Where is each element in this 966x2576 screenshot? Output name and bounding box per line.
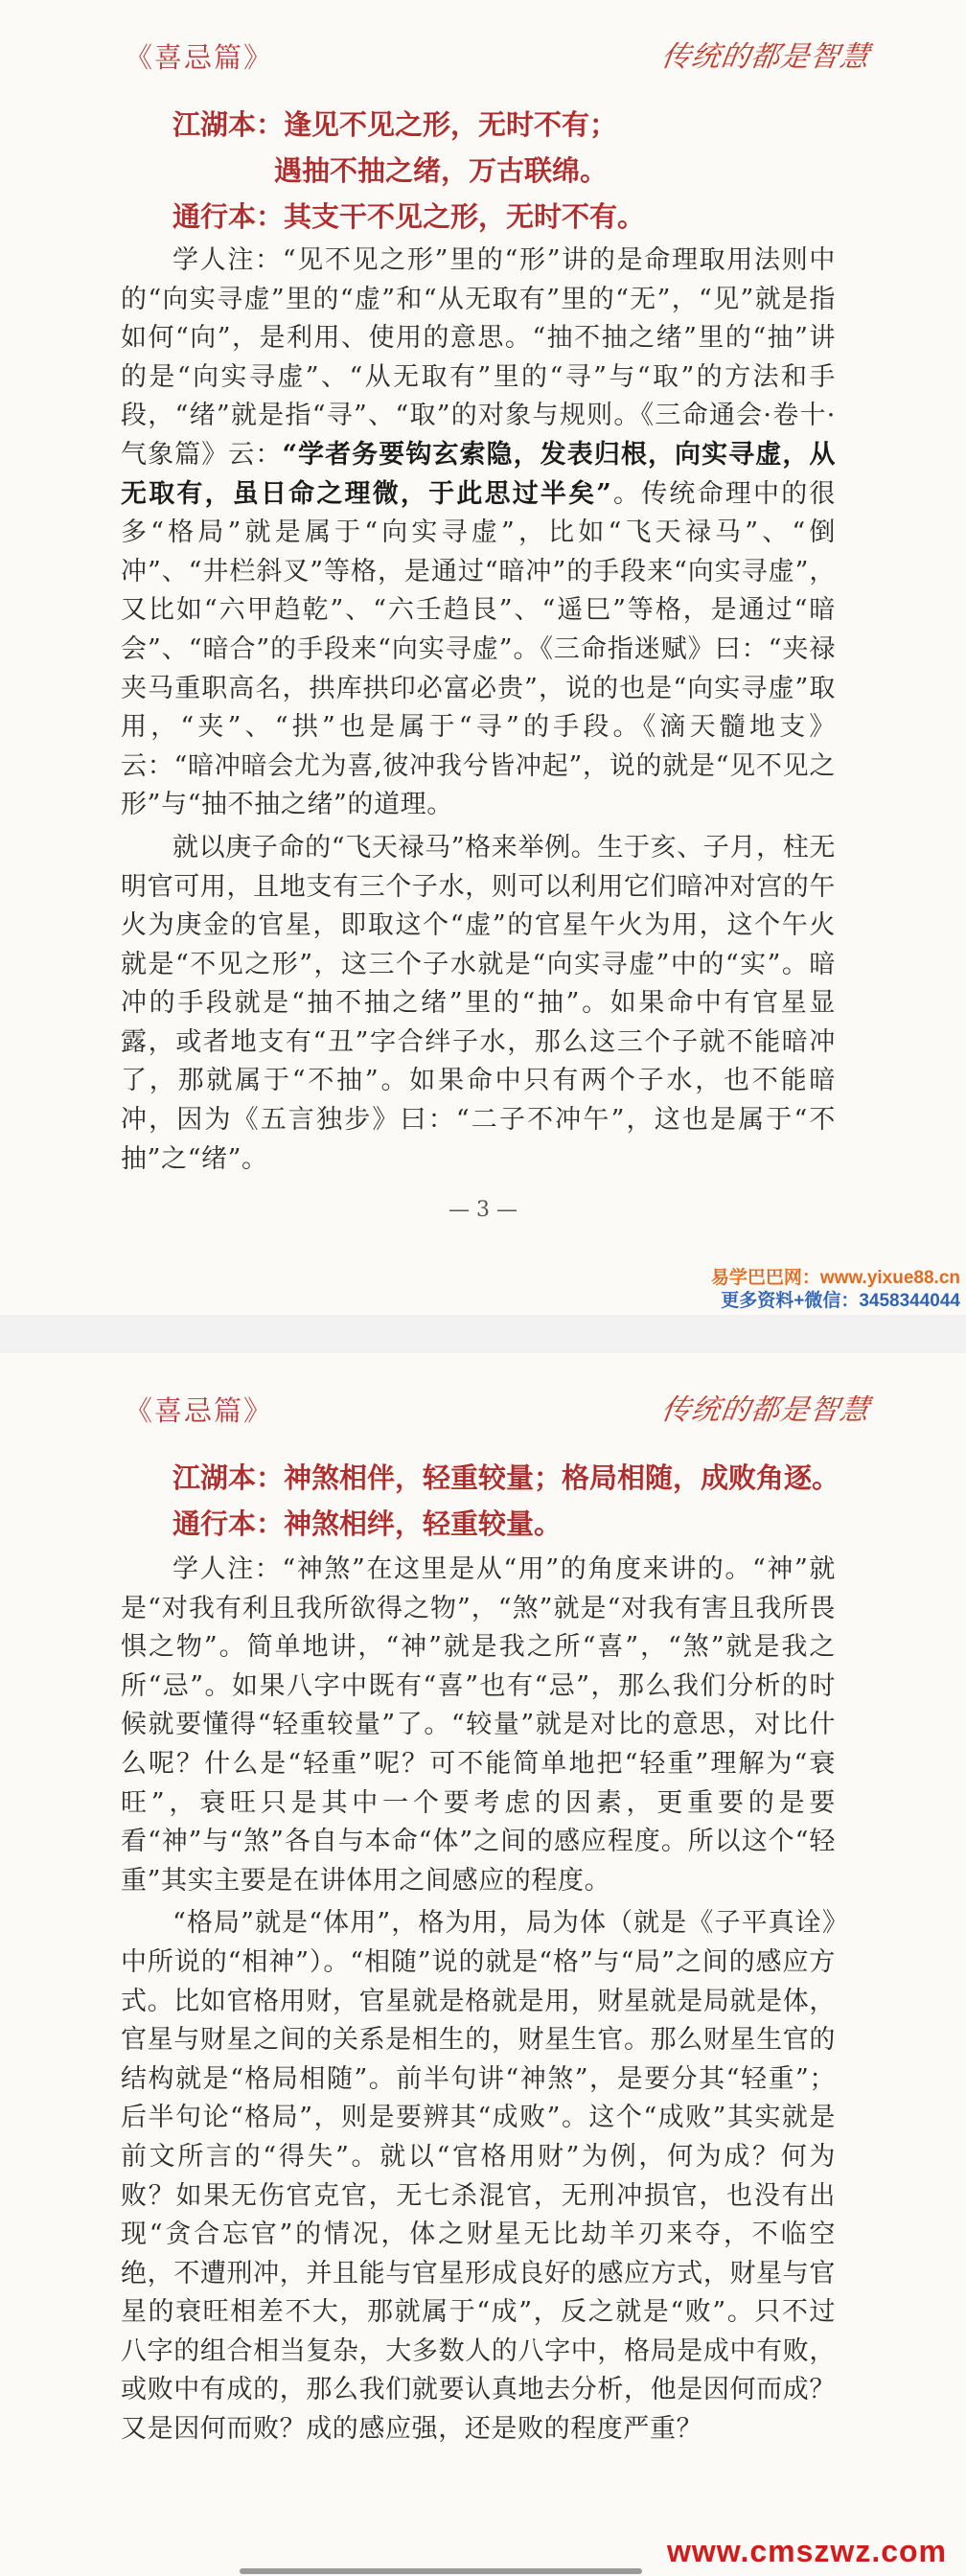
paragraph-text: 学人注：“见不见之形”里的“形”讲的是命理取用法则中的“向实寻虚”里的“虚”和“从无取有”里的“无”，“见”就是指如何“向”，是利用、使用的意思。“抽不抽之绪”里的“抽”讲的是“向实寻虚”、“从无取有”里的“寻”与“取”的方法和手段，“绪”就是指“寻”、“取”的对象与规则。《三命通会·卷十·气象篇》云： — [121, 245, 836, 470]
paragraph — [121, 242, 836, 825]
variant-tongxing: 通行本：神煞相绊，轻重较量。 — [172, 1507, 563, 1540]
paragraph: 就以庚子命的“飞天禄马”格来举例。生于亥、子月，柱无明官可用，且地支有三个子水，则可以利用它们暗冲对宫的午火为庚金的官星，即取这个“虚”的官星午火为用，这个午火就是“不见之形”，这三个子水就是“向实寻虚”中的“实”。暗冲的手段就是“抽不抽之绪”里的“抽”。如果命中有官星显露，或者地支有“丑”字合绊子水，那么这三个子就不能暗冲了，那就属于“不抽”。如果命中只有两个子水，也不能暗冲，因为《五言独步》曰：“二子不冲午”，这也是属于“不抽”之“绪”。 — [121, 832, 836, 1174]
page-header — [125, 1382, 908, 1430]
paragraph-text: 。传统命理中的很多“格局”就是属于“向实寻虚”，比如“飞天禄马”、“倒冲”、“井栏斜叉”等格，是通过“暗冲”的手段来“向实寻虚”，又比如“六甲趋乾”、“六壬趋艮”、“遥巳”等格，是通过“暗会”、“暗合”的手段来“向实寻虚”。《三命指迷赋》曰：“夹禄夹马重职高名，拱库拱印必富必贵”，说的也是“向实寻虚”取用，“夹”、“拱”也是属于“寻”的手段。《滴天髓地支》云：“暗冲暗会尤为喜,彼冲我兮皆冲起”，说的就是“见不见之形”与“抽不抽之绪”的道理。 — [121, 478, 836, 820]
variant-jianghu-line2: 遇抽不抽之绪，万古联绵。 — [274, 154, 609, 187]
scrollbar[interactable] — [240, 2568, 642, 2574]
watermark-contact: 更多资料+微信：3458344044 — [721, 1291, 960, 1311]
annotation-body — [121, 1551, 836, 2450]
page-separator — [0, 1315, 966, 1353]
quoted-bold-text: “学者务要钩玄索隐，发表归根，向实寻虚，从无取有，虽日命之理微，于此思过半矣” — [121, 439, 836, 509]
calligraphy-logo: 传统的都是智慧 — [659, 1393, 872, 1427]
watermark-site: 易学巴巴网：www.yixue88.cn — [710, 1268, 960, 1288]
page-number: — 3 — — [448, 1198, 518, 1222]
annotation-body — [121, 242, 836, 1179]
variant-tongxing: 通行本：其支干不见之形，无时不有。 — [172, 200, 646, 233]
paragraph: “格局”就是“体用”，格为用，局为体（就是《子平真诠》中所说的“相神”）。“相随”说的就是“格”与“局”之间的感应方式。比如官格用财，官星就是格就是用，财星就是局就是体，官星与财星之间的关系是相生的，财星生官。那么财星生官的结构就是“格局相随”。前半句讲“神煞”，是要分其“轻重”；后半句论“格局”，则是要辨其“成败”。这个“成败”其实就是前文所言的“得失”。就以“官格用财”为例，何为成？何为败？如果无伤官克官，无七杀混官，无刑冲损官，也没有出现“贪合忘官”的情况，体之财星无比劫羊刃来夺，不临空绝，不遭刑冲，并且能与官星形成良好的感应方式，财星与官星的衰旺相差不大，那就属于“成”，反之就是“败”。只不过八字的组合相当复杂，大多数人的八字中，格局是成中有败，或败中有成的，那么我们就要认真地去分析，他是因何而成？又是因何而败？成的感应强，还是败的程度严重？ — [121, 1908, 836, 2445]
variant-jianghu: 江湖本：神煞相伴，轻重较量；格局相随，成败角逐。 — [172, 1461, 840, 1494]
header-title: 《喜忌篇》 — [125, 1394, 274, 1427]
site-watermark: www.cmszwz.com — [667, 2534, 947, 2568]
document-page-2 — [0, 1353, 966, 2576]
variant-jianghu-line1: 江湖本：逢见不见之形，无时不有； — [172, 108, 618, 141]
page-header — [125, 29, 908, 77]
calligraphy-logo: 传统的都是智慧 — [659, 40, 872, 74]
paragraph: 学人注：“神煞”在这里是从“用”的角度来讲的。“神”就是“对我有利且我所欲得之物”，“煞”就是“对我有害且我所畏惧之物”。简单地讲，“神”就是我之所“喜”，“煞”就是我之所“忌”。如果八字中既有“喜”也有“忌”，那么我们分析的时候就要懂得“轻重较量”了。“较量”就是对比的意思，对比什么呢？什么是“轻重”呢？可不能简单地把“轻重”理解为“衰旺”，衰旺只是其中一个要考虑的因素，更重要的是要看“神”与“煞”各自与本命“体”之间的感应程度。所以这个“轻重”其实主要是在讲体用之间感应的程度。 — [121, 1554, 836, 1896]
header-title: 《喜忌篇》 — [125, 41, 274, 74]
